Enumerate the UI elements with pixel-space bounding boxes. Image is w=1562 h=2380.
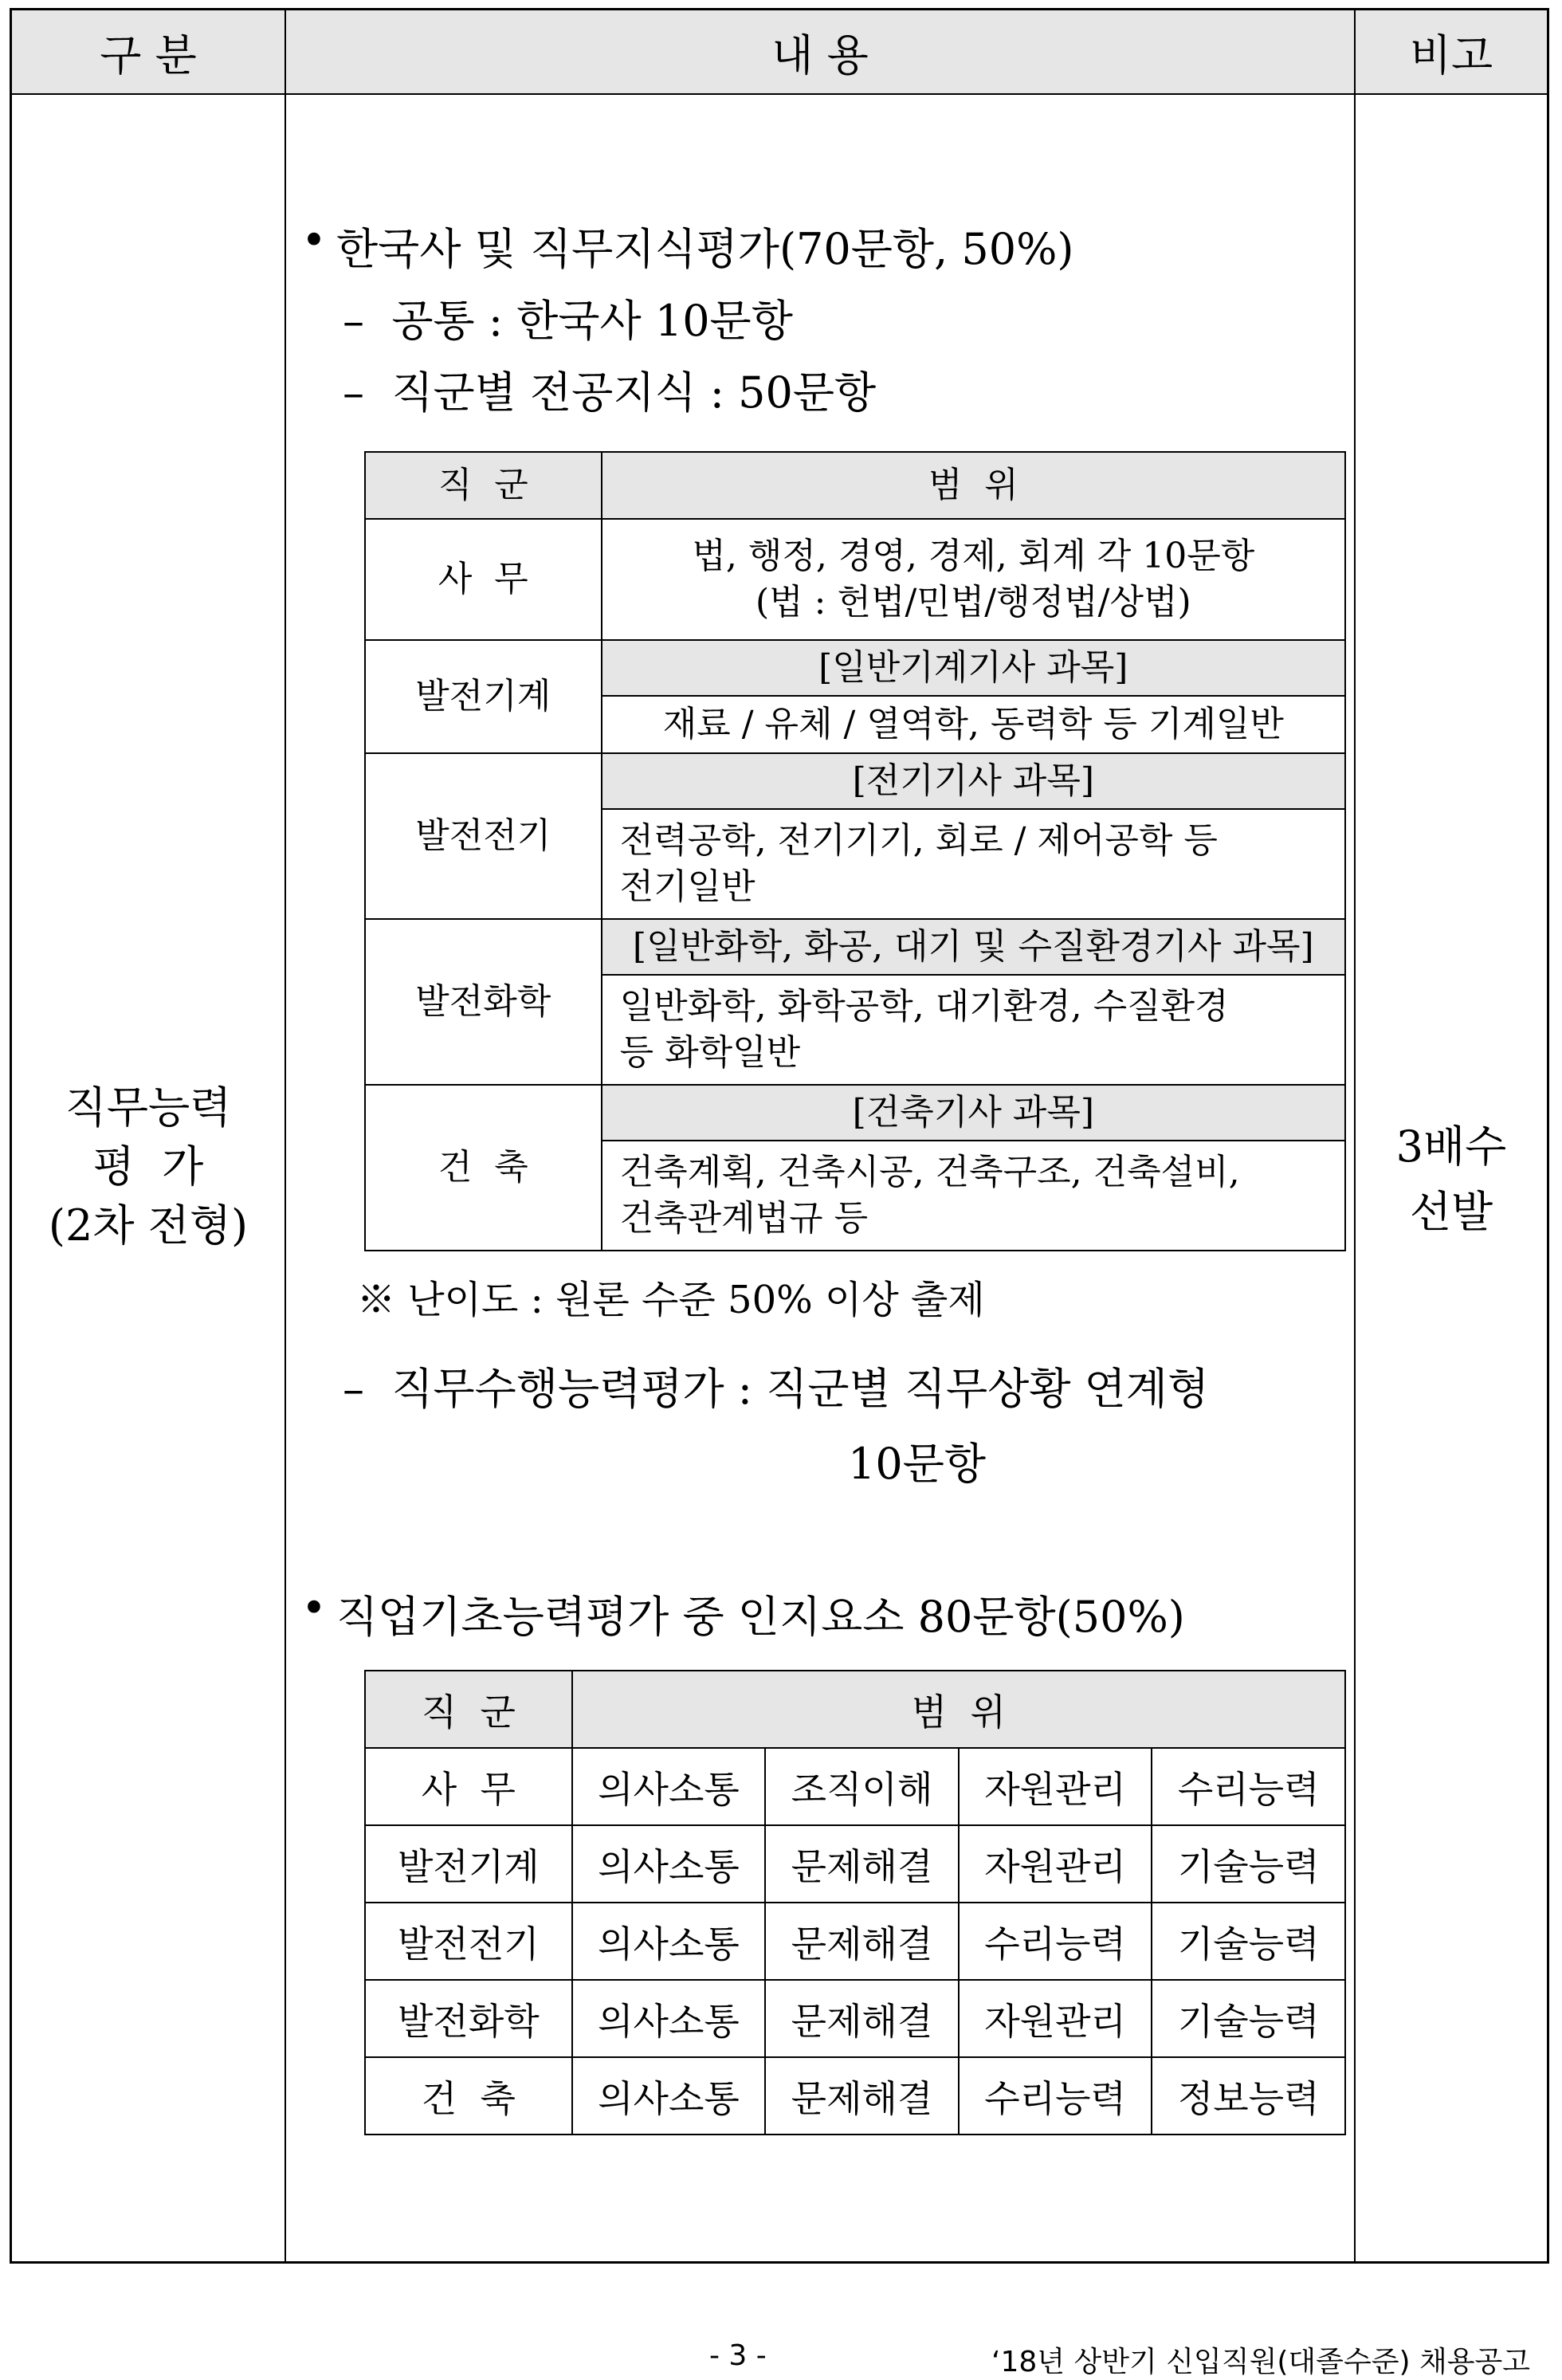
- t2-cell: 의사소통: [572, 1980, 766, 2057]
- t1-row-desc-line: 건축관계법규 등: [619, 1198, 869, 1239]
- t1-row-desc: [602, 809, 1345, 919]
- t1-row-desc: 재료 / 유체 / 열역학, 동력학 등 기계일반: [602, 696, 1345, 753]
- t2-cell: 기술능력: [1152, 1825, 1345, 1903]
- t1-row-group: 사 무: [365, 519, 602, 640]
- footer-title: ‘18년 상반기 신입직원(대졸수준) 채용공고: [991, 2346, 1531, 2378]
- section-label: [12, 1078, 285, 1255]
- section-label-line1: 직무능력: [65, 1082, 232, 1133]
- t2-cell: 의사소통: [572, 1903, 766, 1980]
- dash2-text: – 직군별 전공지식 : 50문항: [343, 367, 877, 418]
- t1-row-desc-line: 일반화학, 화학공학, 대기환경, 수질환경: [619, 986, 1229, 1027]
- header-content: 내 용: [286, 10, 1354, 93]
- subject-table: [364, 451, 1346, 1251]
- t2-cell: 자원관리: [959, 1748, 1152, 1825]
- t2-cell: 수리능력: [959, 1903, 1152, 1980]
- t2-row-group: 사 무: [365, 1748, 572, 1825]
- t2-cell: 자원관리: [959, 1980, 1152, 2057]
- t1-row-line: 법, 행정, 경영, 경제, 회계 각 10문항: [692, 536, 1255, 576]
- t2-cell: 문제해결: [765, 1903, 959, 1980]
- t1-row-line: (법 : 헌법/민법/행정법/상법): [755, 582, 1191, 622]
- t1-row-group: 건 축: [365, 1085, 602, 1251]
- difficulty-note: ※ 난이도 : 원론 수준 50% 이상 출제: [357, 1278, 985, 1322]
- t1-row-desc: [602, 1141, 1345, 1251]
- page-number: - 3 -: [709, 2339, 767, 2372]
- t1-row-desc-line: 건축계획, 건축시공, 건축구조, 건축설비,: [619, 1152, 1240, 1192]
- t2-cell: 문제해결: [765, 1980, 959, 2057]
- t2-cell: 문제해결: [765, 1825, 959, 1903]
- dash1-text: – 공통 : 한국사 10문항: [343, 296, 793, 346]
- bullet-icon: •: [301, 215, 327, 265]
- t1-head-range: 범 위: [602, 452, 1345, 519]
- t1-row-desc-line: 등 화학일반: [619, 1032, 801, 1073]
- t2-cell: 의사소통: [572, 1825, 766, 1903]
- t1-row-subject: [일반화학, 화공, 대기 및 수질환경기사 과목]: [602, 919, 1345, 975]
- t2-cell: 기술능력: [1152, 1980, 1345, 2057]
- competency-table: [364, 1670, 1346, 2135]
- bullet-icon: •: [301, 1583, 327, 1633]
- remark-line2: 선발: [1409, 1187, 1493, 1237]
- t2-cell: 수리능력: [959, 2057, 1152, 2135]
- t1-row-subject: [일반기계기사 과목]: [602, 640, 1345, 696]
- t2-head-range: 범 위: [572, 1671, 1345, 1748]
- t1-row-subject: [전기기사 과목]: [602, 753, 1345, 809]
- t2-head-group: 직 군: [365, 1671, 572, 1748]
- dash3-text: – 직무수행능력평가 : 직군별 직무상황 연계형: [343, 1364, 1210, 1414]
- t1-head-group: 직 군: [365, 452, 602, 519]
- section-label-line2: 평 가: [92, 1141, 204, 1192]
- t1-row-subject: [건축기사 과목]: [602, 1085, 1345, 1141]
- header-remark: 비고: [1356, 10, 1547, 93]
- remark-line1: 3배수: [1395, 1121, 1507, 1172]
- t2-cell: 의사소통: [572, 2057, 766, 2135]
- bullet2-text: 직업기초능력평가 중 인지요소 80문항(50%): [336, 1592, 1185, 1642]
- t1-row-desc-line: 전력공학, 전기기기, 회로 / 제어공학 등: [619, 820, 1218, 861]
- t2-cell: 정보능력: [1152, 2057, 1345, 2135]
- t2-row-group: 발전기계: [365, 1825, 572, 1903]
- t2-row-group: 발전화학: [365, 1980, 572, 2057]
- t1-row-group: 발전전기: [365, 753, 602, 919]
- t2-cell: 수리능력: [1152, 1748, 1345, 1825]
- header-gubun: 구 분: [12, 10, 285, 93]
- t2-row-group: 건 축: [365, 2057, 572, 2135]
- header-divider: [12, 93, 1547, 95]
- t1-row-desc: [602, 975, 1345, 1085]
- bullet1-text: 한국사 및 직무지식평가(70문항, 50%): [336, 224, 1074, 274]
- t2-cell: 의사소통: [572, 1748, 766, 1825]
- col-divider-1: [285, 10, 286, 2261]
- t1-row-desc-line: 전기일반: [619, 866, 755, 907]
- t1-row-group: 발전화학: [365, 919, 602, 1085]
- t1-row-group: 발전기계: [365, 640, 602, 753]
- t1-row-range: [602, 519, 1345, 640]
- section-label-line3: (2차 전형): [48, 1200, 249, 1251]
- t2-cell: 기술능력: [1152, 1903, 1345, 1980]
- t2-cell: 조직이해: [765, 1748, 959, 1825]
- t2-cell: 자원관리: [959, 1825, 1152, 1903]
- t2-row-group: 발전전기: [365, 1903, 572, 1980]
- section-remark: [1356, 1114, 1547, 1245]
- t2-cell: 문제해결: [765, 2057, 959, 2135]
- dash3-continued: 10문항: [848, 1439, 987, 1489]
